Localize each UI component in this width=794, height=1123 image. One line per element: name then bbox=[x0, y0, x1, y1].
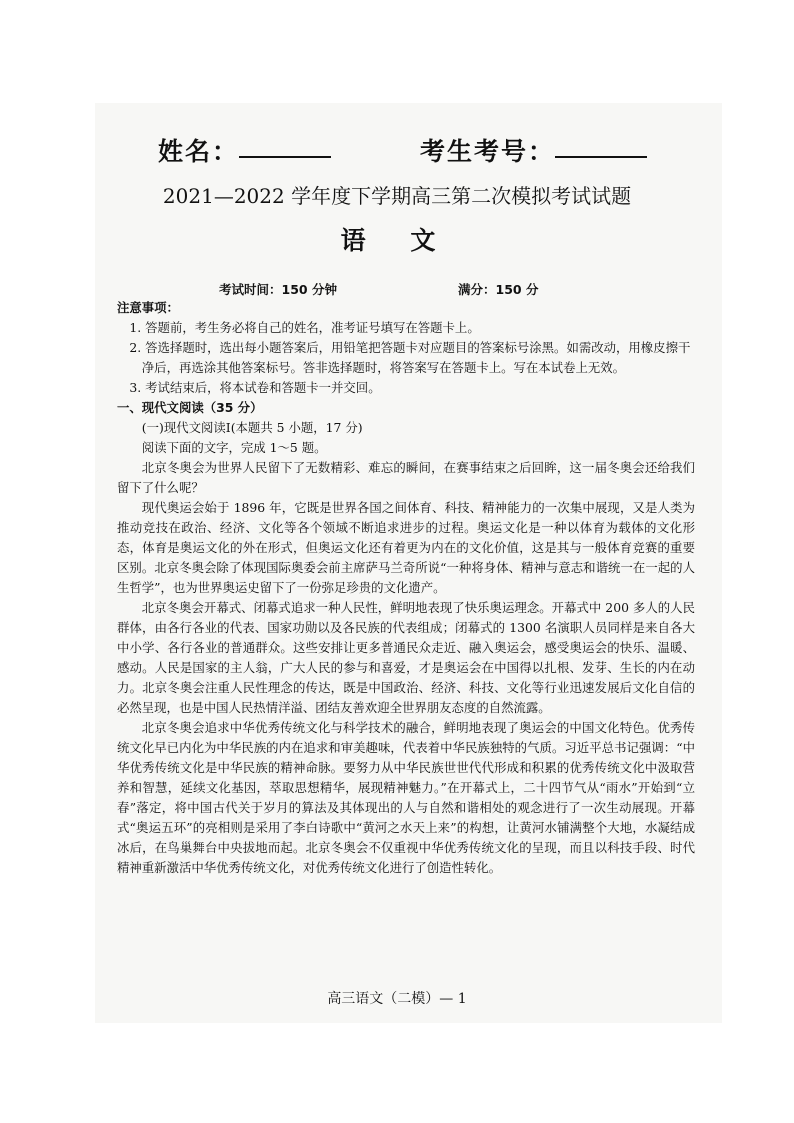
name-field bbox=[158, 132, 331, 168]
exam-title: 2021—2022 学年度下学期高三第二次模拟考试试题 bbox=[162, 184, 632, 208]
full-score: 满分：150 分 bbox=[458, 282, 539, 297]
exam-number-blank bbox=[555, 132, 647, 158]
notes-title: 注意事项： bbox=[117, 300, 179, 315]
page-footer: 高三语文（二模）— 1 bbox=[327, 991, 467, 1007]
notes-block bbox=[117, 298, 695, 878]
passage-paragraph-3: 北京冬奥会开幕式、闭幕式追求一种人民性，鲜明地表现了快乐奥运理念。开幕式中 200 多人的人民群体，由各行各业的代表、国家功勋以及各民族的代表组成；闭幕式的 1300 名演职人员同样是来自各大中小学、各行各业的普通群众。这些安排让更多普通民众走近、融入奥运会，感受奥运会的快乐、温暖、感动。人民是国家的主人翁，广大人民的参与和喜爱，才是奥运会在中国得以扎根、发芽、生长的内在动力。北京冬奥会注重人民性理念的传达，既是中国政治、经济、科技、文化等行业迅速发展后文化自信的必然呈现，也是中国人民热情洋溢、团结友善欢迎全世界朋友态度的自然流露。 bbox=[117, 600, 695, 715]
reading-instruction: 阅读下面的文字，完成 1～5 题。 bbox=[141, 440, 327, 455]
note-item-2: 2. 答选择题时，选出每小题答案后，用铅笔把答题卡对应题目的答案标号涂黑。如需改动，用橡皮擦干净后，再选涂其他答案标号。答非选择题时，将答案写在答题卡上。写在本试卷上无效。 bbox=[129, 340, 691, 375]
subject-title: 语 文 bbox=[340, 226, 454, 255]
passage-paragraph-4: 北京冬奥会追求中华优秀传统文化与科学技术的融合，鲜明地表现了奥运会的中国文化特色。优秀传统文化早已内化为中华民族的内在追求和审美趣味，代表着中华民族独特的气质。习近平总书记强调：“中华优秀传统文化是中华民族的精神命脉。要努力从中华民族世世代代形成和积累的优秀传统文化中汲取营养和智慧，延续文化基因，萃取思想精华，展现精神魅力。”在开幕式上，二十四节气从“雨水”开始到“立春”落定，将中国古代关于岁月的算法及其体现出的人与自然和谐相处的观念进行了一次生动展现。开幕式“奥运五环”的亮相则是采用了李白诗歌中“黄河之水天上来”的构想，让黄河水铺满整个大地，水凝结成冰后，在鸟巢舞台中央拔地而起。北京冬奥会不仅重视中华优秀传统文化的呈现，而且以科技手段、时代精神重新激活中华优秀传统文化，对优秀传统文化进行了创造性转化。 bbox=[117, 720, 695, 875]
section-title: 一、现代文阅读（35 分） bbox=[117, 400, 263, 415]
note-item-3: 3. 考试结束后，将本试卷和答题卡一并交回。 bbox=[129, 380, 381, 395]
exam-time: 考试时间：150 分钟 bbox=[219, 282, 337, 297]
passage-paragraph-1: 北京冬奥会为世界人民留下了无数精彩、难忘的瞬间，在赛事结束之后回眸，这一届冬奥会还给我们留下了什么呢？ bbox=[117, 460, 695, 495]
note-item-1: 1. 答题前，考生务必将自己的姓名，准考证号填写在答题卡上。 bbox=[129, 320, 480, 335]
name-blank bbox=[239, 132, 331, 158]
name-label: 姓名： bbox=[158, 137, 240, 166]
exam-number-label: 考生考号： bbox=[420, 137, 556, 166]
exam-number-field bbox=[420, 132, 647, 168]
passage-paragraph-2: 现代奥运会始于 1896 年，它既是世界各国之间体育、科技、精神能力的一次集中展现，又是人类为推动竞技在政治、经济、文化等各个领域不断追求进步的过程。奥运文化是一种以体育为载体的文化形态，体育是奥运文化的外在形式，但奥运文化还有着更为内在的文化价值，这是其与一般体育竞赛的重要区别。北京冬奥会除了体现国际奥委会前主席萨马兰奇所说“一种将身体、精神与意志和谐统一在一起的人生哲学”，也为世界奥运史留下了一份弥足珍贵的文化遗产。 bbox=[117, 500, 695, 595]
section-subtitle: (一)现代文阅读Ⅰ(本题共 5 小题，17 分) bbox=[141, 420, 363, 435]
